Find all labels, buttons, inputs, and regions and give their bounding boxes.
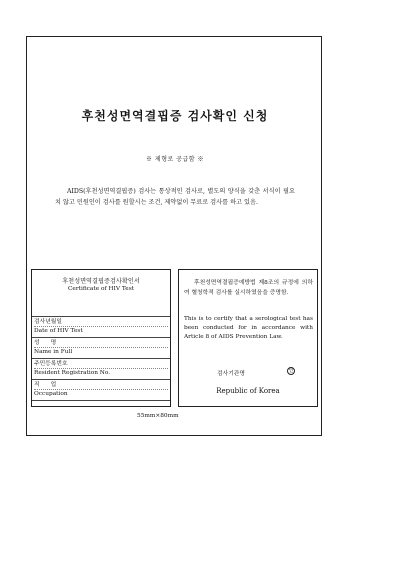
document-frame bbox=[26, 36, 322, 436]
issuer-row bbox=[179, 368, 317, 378]
card-size-note: 55mm×80mm bbox=[137, 413, 179, 419]
seal-icon: 인 bbox=[288, 368, 294, 374]
field-label-en: Resident Registration No. bbox=[34, 368, 168, 377]
field-resident-number bbox=[32, 358, 170, 379]
field-label-ko: 직 업 bbox=[34, 382, 57, 388]
hiv-certificate-card bbox=[31, 269, 171, 407]
field-label-ko: 주민등록번호 bbox=[34, 361, 68, 367]
document-subtitle: ※ 제형로 공급함 ※ bbox=[146, 156, 204, 163]
field-occupation bbox=[32, 379, 170, 401]
issuer-name: 검사기관명 bbox=[217, 371, 245, 377]
field-label-ko: 검사년월일 bbox=[34, 319, 62, 325]
field-label-en: Name in Full bbox=[34, 347, 168, 356]
field-label-en: Date of HIV Test bbox=[34, 326, 168, 335]
field-label-en: Occupation bbox=[34, 389, 168, 398]
country-name: Republic of Korea bbox=[216, 387, 280, 395]
certificate-fields bbox=[32, 316, 170, 401]
certificate-title-en: Certificate of HIV Test bbox=[68, 286, 134, 292]
field-name bbox=[32, 337, 170, 358]
certification-statement-card bbox=[178, 269, 318, 407]
certification-text-en: This is to certify that a serological test has been conducted for in accordance with Article 8 of AIDS Prevention Law. bbox=[184, 316, 313, 340]
field-test-date bbox=[32, 316, 170, 337]
field-label-ko: 성 명 bbox=[34, 340, 57, 346]
certification-text-ko: 후천성면역결핍증예방법 제8조의 규정에 의하여 혈청학적 검사를 실시하였음을 증명함. bbox=[184, 280, 313, 296]
document-title: 후천성면역결핍증 검사확인 신청 bbox=[81, 109, 269, 123]
certificate-title-ko: 후천성면역결핍증검사확인서 bbox=[62, 278, 140, 285]
document-description: AIDS(후천성면역결핍증) 검사는 통상적인 검사로, 별도의 양식을 갖춘 서식이 필요치 않고 민원인이 검사를 원할시는 조건, 제약없이 무료로 검사를 하고 있음. bbox=[55, 188, 295, 206]
